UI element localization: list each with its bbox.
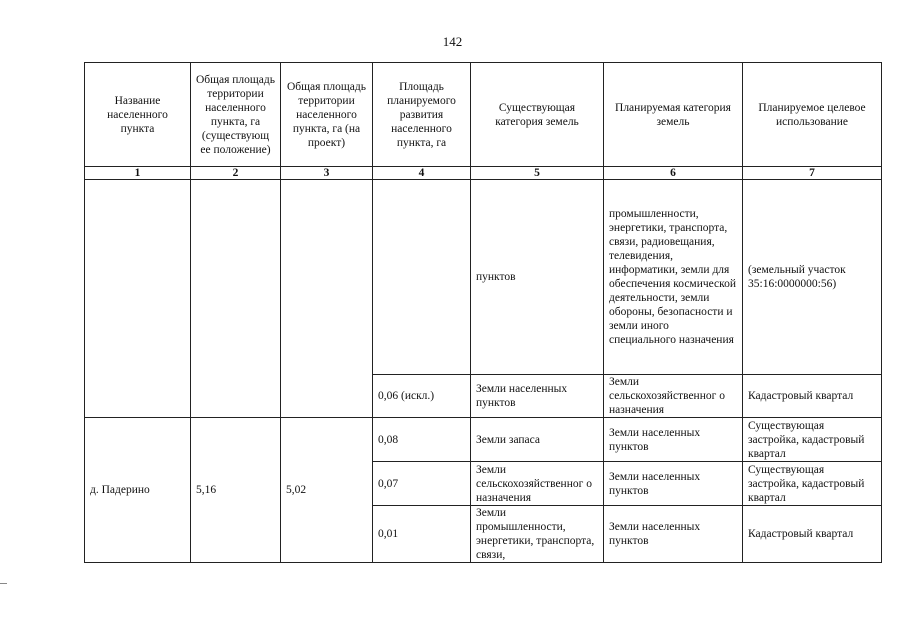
column-number: 1 xyxy=(85,167,191,180)
planned-use-cell: (земельный участок 35:16:0000000:56) xyxy=(743,180,882,375)
area-cell: 0,07 xyxy=(373,462,471,506)
area-project-cell: 5,02 xyxy=(281,418,373,563)
planned-category-cell: Земли населенных пунктов xyxy=(604,506,743,563)
scan-edge-mark xyxy=(0,583,7,584)
column-number: 2 xyxy=(191,167,281,180)
header-area-development: Площадь планируемого развития населенного пункта, га xyxy=(373,63,471,167)
planned-use-cell: Существующая застройка, кадастровый квартал xyxy=(743,462,882,506)
empty-cell xyxy=(373,180,471,375)
page-number: 142 xyxy=(442,34,463,49)
header-settlement-name: Название населенного пункта xyxy=(85,63,191,167)
existing-category-cell: Земли сельскохозяйственног о назначения xyxy=(471,462,604,506)
empty-cell xyxy=(191,180,281,418)
existing-category-cell: пунктов xyxy=(471,180,604,375)
existing-category-cell: Земли промышленности, энергетики, транспорта, связи, xyxy=(471,506,604,563)
planned-category-cell: Земли населенных пунктов xyxy=(604,418,743,462)
table-row xyxy=(85,418,882,462)
area-cell: 0,06 (искл.) xyxy=(373,375,471,418)
empty-cell xyxy=(85,180,191,418)
header-area-existing: Общая площадь территории населенного пункта, га (существующ ее положение) xyxy=(191,63,281,167)
header-planned-use: Планируемое целевое использование xyxy=(743,63,882,167)
column-number: 3 xyxy=(281,167,373,180)
land-category-table xyxy=(84,62,882,563)
planned-use-cell: Кадастровый квартал xyxy=(743,375,882,418)
column-number-row xyxy=(85,167,882,180)
empty-cell xyxy=(281,180,373,418)
column-number: 5 xyxy=(471,167,604,180)
header-existing-category: Существующая категория земель xyxy=(471,63,604,167)
column-number: 4 xyxy=(373,167,471,180)
planned-category-cell: Земли сельскохозяйственног о назначения xyxy=(604,375,743,418)
header-row xyxy=(85,63,882,167)
table-row xyxy=(85,180,882,375)
column-number: 7 xyxy=(743,167,882,180)
area-existing-cell: 5,16 xyxy=(191,418,281,563)
header-planned-category: Планируемая категория земель xyxy=(604,63,743,167)
column-number: 6 xyxy=(604,167,743,180)
planned-use-cell: Существующая застройка, кадастровый квартал xyxy=(743,418,882,462)
existing-category-cell: Земли населенных пунктов xyxy=(471,375,604,418)
area-cell: 0,01 xyxy=(373,506,471,563)
settlement-name-cell: д. Падерино xyxy=(85,418,191,563)
planned-use-cell: Кадастровый квартал xyxy=(743,506,882,563)
existing-category-cell: Земли запаса xyxy=(471,418,604,462)
area-cell: 0,08 xyxy=(373,418,471,462)
planned-category-cell: Земли населенных пунктов xyxy=(604,462,743,506)
planned-category-cell: промышленности, энергетики, транспорта, связи, радиовещания, телевидения, информатики, земли для обеспечения космической деятельности, земли обороны, безопасности и земли иного специального назначения xyxy=(604,180,743,375)
header-area-project: Общая площадь территории населенного пункта, га (на проект) xyxy=(281,63,373,167)
